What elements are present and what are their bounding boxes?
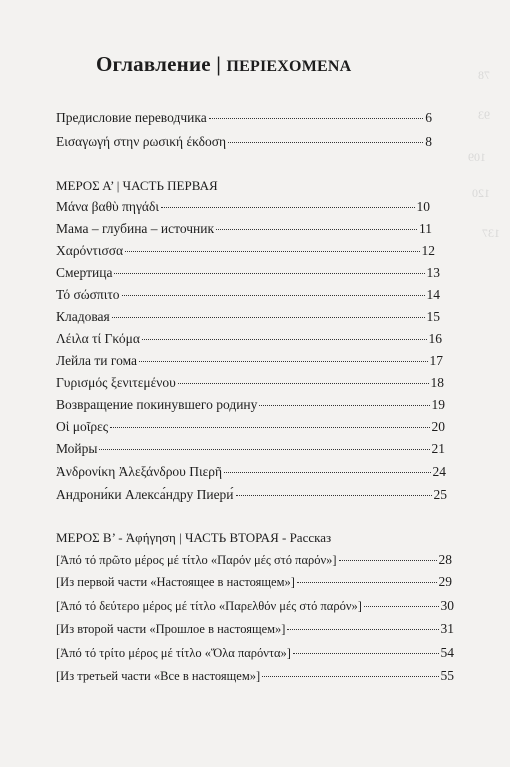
entry-label: Андрони́ки Алекса́ндру Пиери́: [56, 487, 234, 502]
leader-dots: [224, 472, 430, 473]
entry-label: Лейла ти гома: [56, 353, 138, 368]
entry-page: 17: [429, 353, 443, 368]
leader-dots: [228, 142, 423, 143]
entry-page: 13: [426, 265, 440, 280]
toc-entry[interactable]: [56, 441, 445, 457]
leader-dots: [209, 118, 424, 119]
entry-page: 15: [426, 309, 440, 324]
bleed-number: 137: [482, 226, 500, 240]
entry-page: 30: [440, 598, 454, 613]
entry-label: Οἱ μοῖρες: [56, 419, 109, 434]
leader-dots: [161, 207, 414, 208]
entry-label: Мойры: [56, 441, 98, 456]
entry-page: 24: [432, 464, 446, 479]
leader-dots: [122, 295, 425, 296]
entry-label: Смертица: [56, 265, 113, 280]
entry-label: Μάνα βαθὺ πηγάδι: [56, 199, 160, 214]
entry-page: 21: [431, 441, 445, 456]
entry-page: 6: [425, 110, 432, 125]
entry-page: 14: [426, 287, 440, 302]
page-title: [96, 52, 351, 77]
toc-entry[interactable]: [56, 134, 432, 150]
leader-dots: [99, 449, 429, 450]
entry-page: 8: [425, 134, 432, 149]
toc-entry[interactable]: [56, 287, 440, 303]
title-main: Оглавление: [96, 52, 211, 76]
leader-dots: [236, 495, 432, 496]
toc-entry[interactable]: [56, 645, 454, 661]
entry-label: [Ἀπό τό πρῶτο μέρος μέ τίτλο «Παρόν μές στό παρόν»]: [56, 553, 337, 567]
entry-label: [Ἀπό τό δεύτερο μέρος μέ τίτλο «Παρελθόν μές στό παρόν»]: [56, 599, 362, 613]
entry-page: 28: [438, 552, 452, 567]
entry-page: 18: [430, 375, 444, 390]
title-sub: ΠΕΡΙΕΧΟΜΕΝΑ: [226, 58, 352, 75]
toc-entry[interactable]: [56, 574, 452, 590]
entry-label: Предисловие переводчика: [56, 110, 207, 125]
toc-entry[interactable]: [56, 221, 432, 237]
toc-entry[interactable]: [56, 375, 444, 391]
entry-page: 31: [440, 621, 454, 636]
entry-label: Τό σώσπιτο: [56, 287, 120, 302]
entry-label: Εισαγωγή στην ρωσική έκδοση: [56, 134, 227, 149]
entry-page: 19: [431, 397, 445, 412]
leader-dots: [114, 273, 424, 274]
toc-entry[interactable]: [56, 464, 446, 480]
entry-page: 20: [431, 419, 445, 434]
leader-dots: [112, 317, 425, 318]
leader-dots: [178, 383, 429, 384]
entry-label: Χαρόντισσα: [56, 243, 124, 258]
toc-entry[interactable]: [56, 598, 454, 614]
entry-label: Мама – глубина – источник: [56, 221, 215, 236]
entry-label: [Из третьей части «Все в настоящем»]: [56, 669, 261, 683]
entry-page: 25: [433, 487, 447, 502]
leader-dots: [287, 629, 438, 630]
leader-dots: [293, 653, 439, 654]
leader-dots: [110, 427, 429, 428]
leader-dots: [364, 606, 439, 607]
toc-entry[interactable]: [56, 552, 452, 568]
bleed-number: 120: [472, 186, 490, 200]
entry-label: [Из второй части «Прошлое в настоящем»]: [56, 622, 286, 636]
entry-label: [Ἀπό τό τρίτο μέρος μέ τίτλο «Ὅλα παρόντα»]: [56, 646, 291, 660]
toc-entry[interactable]: [56, 331, 442, 347]
leader-dots: [142, 339, 427, 340]
toc-entry[interactable]: [56, 199, 430, 215]
toc-entry[interactable]: [56, 243, 435, 259]
leader-dots: [259, 405, 429, 406]
leader-dots: [139, 361, 427, 362]
leader-dots: [125, 251, 419, 252]
leader-dots: [216, 229, 417, 230]
toc-entry[interactable]: [56, 487, 447, 503]
entry-label: Кладовая: [56, 309, 110, 324]
entry-page: 11: [419, 221, 432, 236]
leader-dots: [297, 582, 437, 583]
toc-entry[interactable]: [56, 621, 454, 637]
toc-entry[interactable]: [56, 309, 440, 325]
entry-label: Ἀνδρονίκη Ἀλεξάνδρου Πιερῆ: [56, 464, 223, 479]
entry-label: Возвращение покинувшего родину: [56, 397, 258, 412]
entry-label: Λέιλα τί Γκόμα: [56, 331, 140, 346]
entry-page: 10: [416, 199, 430, 214]
title-separator: |: [216, 52, 222, 76]
entry-label: Γυρισμός ξενιτεμένου: [56, 375, 176, 390]
entry-page: 16: [428, 331, 442, 346]
bleed-number: 109: [468, 150, 486, 164]
toc-entry[interactable]: [56, 419, 445, 435]
entry-page: 12: [421, 243, 435, 258]
toc-entry[interactable]: [56, 110, 432, 126]
bleed-number: 93: [478, 108, 490, 122]
toc-entry[interactable]: [56, 397, 445, 413]
entry-page: 54: [440, 645, 454, 660]
section-heading: ΜΕΡΟΣ Α’ | ЧАСТЬ ПЕРВАЯ: [56, 178, 218, 193]
toc-entry[interactable]: [56, 668, 454, 684]
leader-dots: [262, 676, 438, 677]
toc-entry[interactable]: [56, 265, 440, 281]
toc-entry[interactable]: [56, 353, 443, 369]
leader-dots: [339, 560, 437, 561]
entry-page: 29: [438, 574, 452, 589]
section-heading: ΜΕΡΟΣ Β’ - Ἀφήγηση | ЧАСТЬ ВТОРАЯ - Рассказ: [56, 530, 332, 545]
bleed-number: 78: [478, 68, 490, 82]
entry-page: 55: [440, 668, 454, 683]
entry-label: [Из первой части «Настоящее в настоящем»]: [56, 575, 295, 589]
